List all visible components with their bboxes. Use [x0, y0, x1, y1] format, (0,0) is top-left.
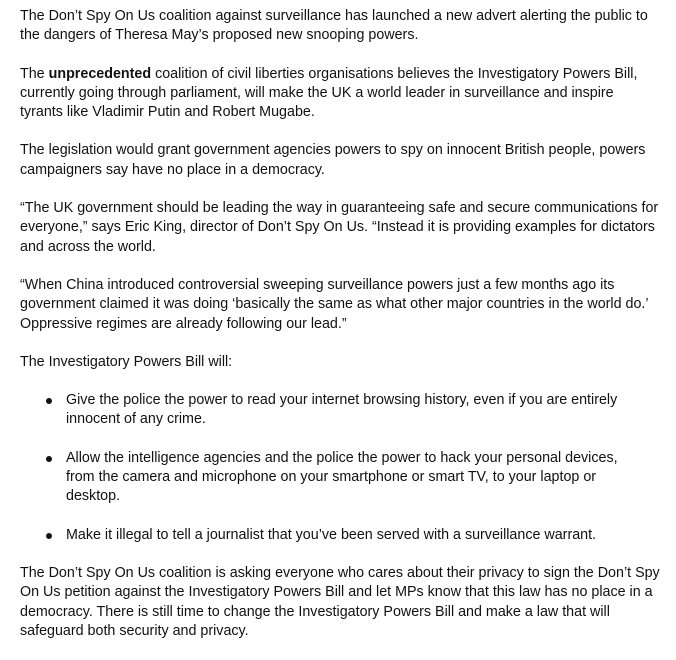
list-item-text: Make it illegal to tell a journalist that you’ve been served with a surveillance warrant.: [66, 526, 597, 543]
paragraph-petition: The Don’t Spy On Us coalition is asking everyone who cares about their privacy to sign the Don’t Spy On Us petition against the Investigatory Powers Bill and let MPs know that this law has no place in a democracy. There is still time to change the Investigatory Powers Bill and make a law that will safeguard both security and privacy.: [20, 564, 660, 639]
paragraph-quote-china: “When China introduced controversial sweeping surveillance powers just a few months ago its government claimed it was doing ‘basically the same as what other major countries in the world do.’ Oppressive regimes are already following our lead.”: [20, 276, 649, 332]
list-item: [20, 449, 646, 507]
unprecedented-bold-text: unprecedented: [48, 65, 152, 82]
list-item-text: Give the police the power to read your internet browsing history, even if you are entirely innocent of any crime.: [66, 392, 618, 428]
paragraph-legislation: The legislation would grant government agencies powers to spy on innocent British people, powers campaigners say have no place in a democracy.: [20, 142, 646, 178]
list-item: [20, 391, 646, 430]
bullet-icon: [46, 533, 52, 539]
coalition-body-text: coalition of civil liberties organisations believes the Investigatory Powers Bill, currently going through parliament, will make the UK a world leader in surveillance and inspire tyrants like Vladimir Putin and Robert Mugabe.: [20, 65, 638, 121]
document-body: [20, 7, 660, 660]
bullet-icon: [46, 398, 52, 404]
paragraph-coalition: [20, 65, 660, 123]
paragraph-bill-will: The Investigatory Powers Bill will:: [20, 353, 233, 370]
paragraph-quote-eric-king: “The UK government should be leading the way in guaranteeing safe and secure communications for everyone,” says Eric King, director of Don’t Spy On Us. “Instead it is providing examples for dictators and across the world.: [20, 200, 659, 255]
bill-powers-list: [20, 391, 660, 545]
coalition-lead-text: The: [20, 65, 49, 82]
list-item: [20, 526, 646, 545]
paragraph-launch: The Don’t Spy On Us coalition against surveillance has launched a new advert alerting the public to the dangers of Theresa May’s proposed new snooping powers.: [20, 8, 648, 44]
bullet-icon: [46, 456, 52, 462]
list-item-text: Allow the intelligence agencies and the police the power to hack your personal devices, from the camera and microphone on your smartphone or smart TV, to your laptop or desktop.: [66, 449, 618, 505]
